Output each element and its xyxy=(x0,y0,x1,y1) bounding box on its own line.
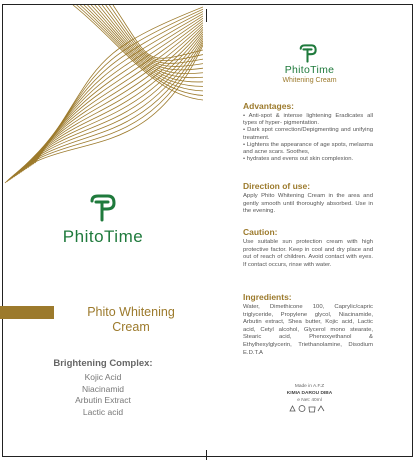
complex-item: Arbutin Extract xyxy=(75,395,131,405)
complex-item: Kojic Acid xyxy=(84,372,122,382)
caution-section xyxy=(243,227,373,269)
caution-title: Caution: xyxy=(243,227,278,237)
advantage-item: • hydrates and evens out skin complexion. xyxy=(243,156,354,163)
advantages-section xyxy=(243,101,373,163)
direction-section xyxy=(243,181,373,216)
complex-item: Niacinamid xyxy=(81,383,125,394)
made-in: Made in A.F.Z xyxy=(294,384,325,389)
brand-logo-icon xyxy=(88,194,116,222)
ingredients-section xyxy=(243,292,373,357)
brand-name: PhitoTime xyxy=(62,227,144,246)
complex-list xyxy=(0,372,206,418)
advantage-item: • Dark spot correction/Depigmenting and unifying treatment. xyxy=(243,127,373,141)
wave-line xyxy=(14,34,203,177)
product-name xyxy=(56,305,206,335)
open-jar-icon xyxy=(309,407,315,412)
wave-line xyxy=(17,29,203,174)
direction-title: Direction of use: xyxy=(243,181,311,191)
wave-line xyxy=(24,20,203,170)
product-name-line1: Phito Whitening xyxy=(87,305,175,319)
product-name-line2: Cream xyxy=(112,320,150,334)
advantages-title: Advantages: xyxy=(243,101,295,111)
frame-bottom-line xyxy=(2,456,413,457)
decorative-waves xyxy=(3,5,203,185)
advantage-item: • Lightens the appearance of age spots, melasma and acne scars. Soothes, xyxy=(243,141,373,156)
bin-icon xyxy=(299,406,305,412)
complex-title: Brightening Complex: xyxy=(53,358,153,369)
ingredients-title: Ingredients: xyxy=(243,292,292,302)
advantage-item: • Anti-spot & intense lightening Eradicates all types of hyper- pigmentation. xyxy=(243,113,373,127)
brand-logo-small-icon xyxy=(298,44,317,63)
frame-right-line xyxy=(412,4,413,457)
crop-mark-top xyxy=(206,9,207,22)
company-name: KIMIA DAROU DIBA xyxy=(286,391,333,396)
manufacturer-info xyxy=(207,383,412,404)
wave-line xyxy=(98,5,203,70)
wave-line xyxy=(106,5,203,63)
direction-text: Apply Phito Whitening Cream in the area and gently smooth until thoroughly absorbed. Use in the evening. xyxy=(243,193,373,215)
gold-accent-bar xyxy=(0,306,54,319)
ingredients-text: Water, Dimethicone 100, Caprylic/capric triglyceride, Propylene glycol, Niacinamide, Arbutin extract, Shea butter, Kojic acid, Lactic acid, Cetyl alcohol, Glycerol mono stearate, Stearic acid, Phenoxyethanol & Ethylhexylglycerin, Triethanolamine, Disodium E.D.T.A xyxy=(243,304,373,356)
net-volume: e Net: 40ml xyxy=(297,398,322,403)
crop-mark-bottom xyxy=(206,450,207,460)
caution-text: Use suitable sun protection cream with high protective factor. Keep in cool and dry place and out of reach of children. Avoid contact with eyes. If contact occurs, rinse with water. xyxy=(243,239,373,268)
product-subtitle: Whitening Cream xyxy=(282,77,337,84)
recycle-icon xyxy=(290,406,295,411)
packaging-symbols-icon xyxy=(288,404,328,413)
complex-item: Lactic acid xyxy=(82,406,124,417)
advantages-list xyxy=(243,113,373,163)
brand-name-small: PhitoTime xyxy=(284,64,335,76)
